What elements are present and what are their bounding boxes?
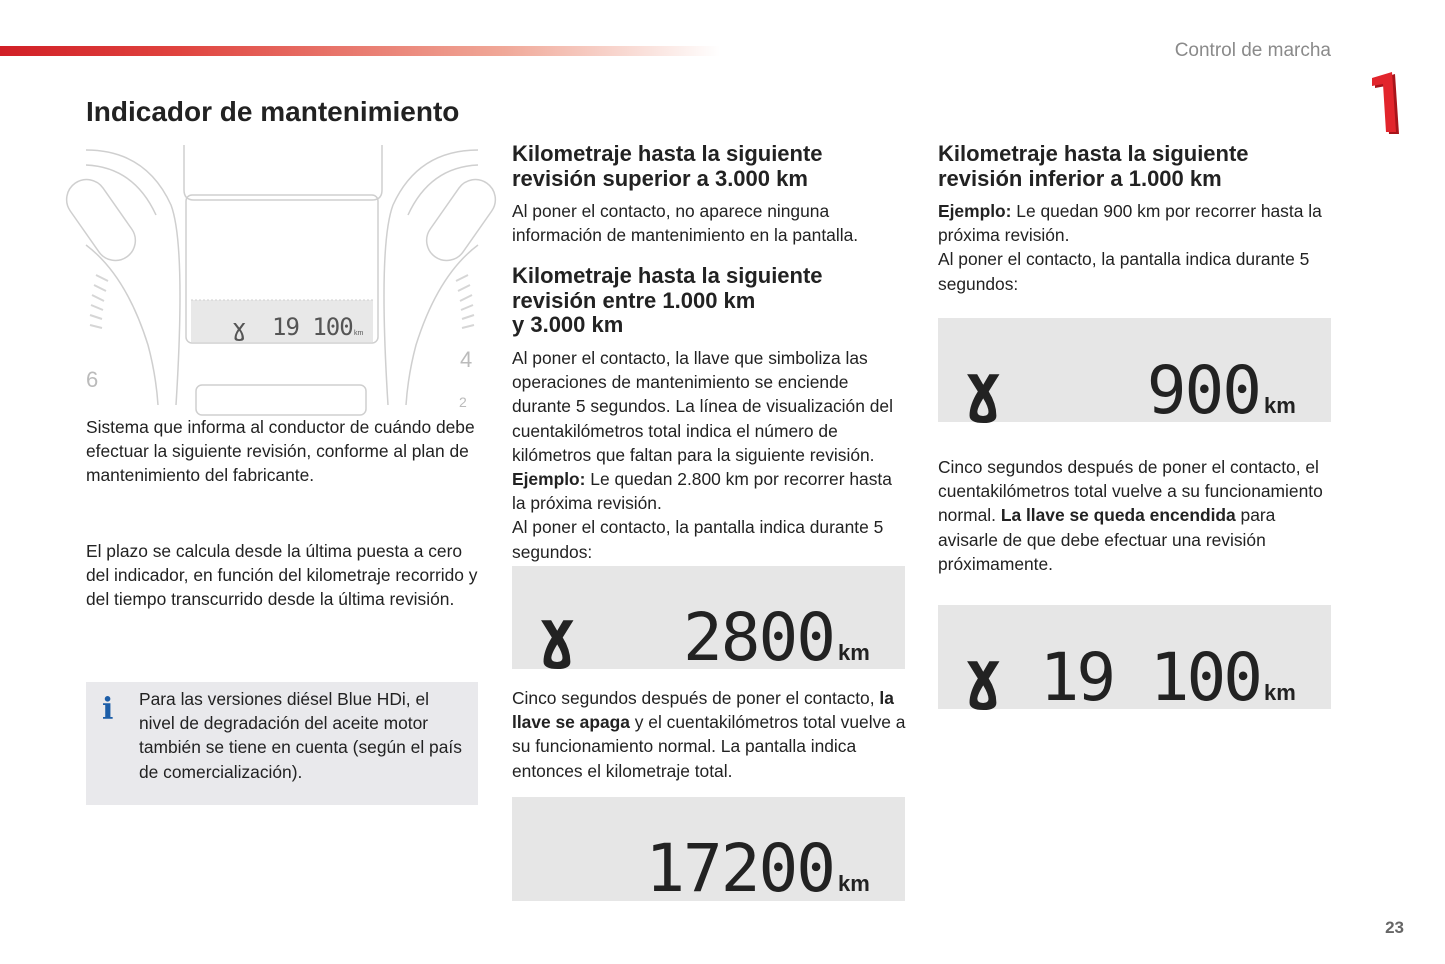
example-label: Ejemplo: [512,468,586,489]
display-17200 [512,797,905,907]
info-note-box [86,682,478,805]
intro-column-2 [86,539,481,612]
display-17200-value: 17200 [645,830,834,907]
intro-paragraph-1: Sistema que informa al conductor de cuándo debe efectuar la siguiente revisión, conforme al plan de mantenimiento del fabricante. [86,417,475,486]
text-above-3000: Al poner el contacto, no aparece ninguna información de mantenimiento en la pantalla. [512,201,859,246]
middle-column-lower [512,686,907,783]
text-key-off: Cinco segundos después de poner el contacto, la llave se apaga y el cuentakilómetros total vuelve a su funcionamiento normal. La pantalla indica entonces el kilometraje total. [512,688,906,781]
illustration-wrench-icon: ɣ [232,314,247,342]
text-between-1000-3000: Al poner el contacto, la llave que simboliza las operaciones de mantenimiento se enciende durante 5 segundos. La línea de visualización del cuentakilómetros total indica el número de kilómetros que faltan para la siguiente revisión. Ejemplo: Le quedan 2.800 km por recorrer hasta la próxima revisión. Al poner el contacto, la pantalla indica durante 5 segundos: [512,347,893,562]
page-number: 23 [1385,918,1404,937]
header-accent-bar [0,46,720,56]
dial-right-number: 4 [460,347,473,372]
intro-paragraph-2: El plazo se calcula desde la última puesta a cero del indicador, en función del kilometraje recorrido y del tiempo transcurrido desde la última revisión. [86,541,478,610]
dial-small-number: 2 [459,394,467,410]
chapter-number-text: 1 [1366,55,1375,72]
chapter-number [1366,55,1406,134]
display-900-value: 900 [1146,352,1260,429]
display-19100-value: 19 100 [1039,639,1260,716]
wrench-icon: ɣ [538,598,577,672]
display-2800 [512,566,905,676]
middle-column [512,142,907,564]
info-icon: i [102,692,114,727]
right-column [938,142,1333,296]
section-name: Control de marcha [1174,40,1331,61]
right-column-lower [938,455,1333,576]
display-2800-unit: km [838,640,870,665]
intro-column [86,415,481,488]
wrench-icon: ɣ [964,639,1003,713]
display-2800-value: 2800 [683,599,834,676]
display-19100-unit: km [1264,680,1296,705]
text-key-stays-on: Cinco segundos después de poner el contacto, el cuentakilómetros total vuelve a su funcionamiento normal. La llave se queda encendida para avisarle de que debe efectuar una revisión próximamente. [938,457,1323,574]
heading-below-1000: Kilometraje hasta la siguiente revisión inferior a 1.000 km [938,141,1249,191]
heading-above-3000: Kilometraje hasta la siguiente revisión superior a 3.000 km [512,141,823,191]
heading-between-1000-3000: Kilometraje hasta la siguiente revisión entre 1.000 km y 3.000 km [512,263,823,338]
dashboard-illustration [86,145,478,410]
display-900 [938,318,1331,429]
info-note-text: Para las versiones diésel Blue HDi, el nivel de degradación del aceite motor también se tiene en cuenta (según el país de comercialización). [139,689,462,782]
display-19100 [938,605,1331,716]
wrench-icon: ɣ [964,352,1003,426]
page-title: Indicador de mantenimiento [86,96,460,127]
display-17200-unit: km [838,871,870,896]
illustration-odometer: 19 100 [272,313,353,341]
dial-left-number: 6 [86,367,99,392]
illustration-unit: km [354,330,364,337]
display-900-unit: km [1264,393,1296,418]
text-below-1000: Ejemplo: Le quedan 900 km por recorrer hasta la próxima revisión. Al poner el contacto, la pantalla indica durante 5 segundos: [938,201,1322,294]
